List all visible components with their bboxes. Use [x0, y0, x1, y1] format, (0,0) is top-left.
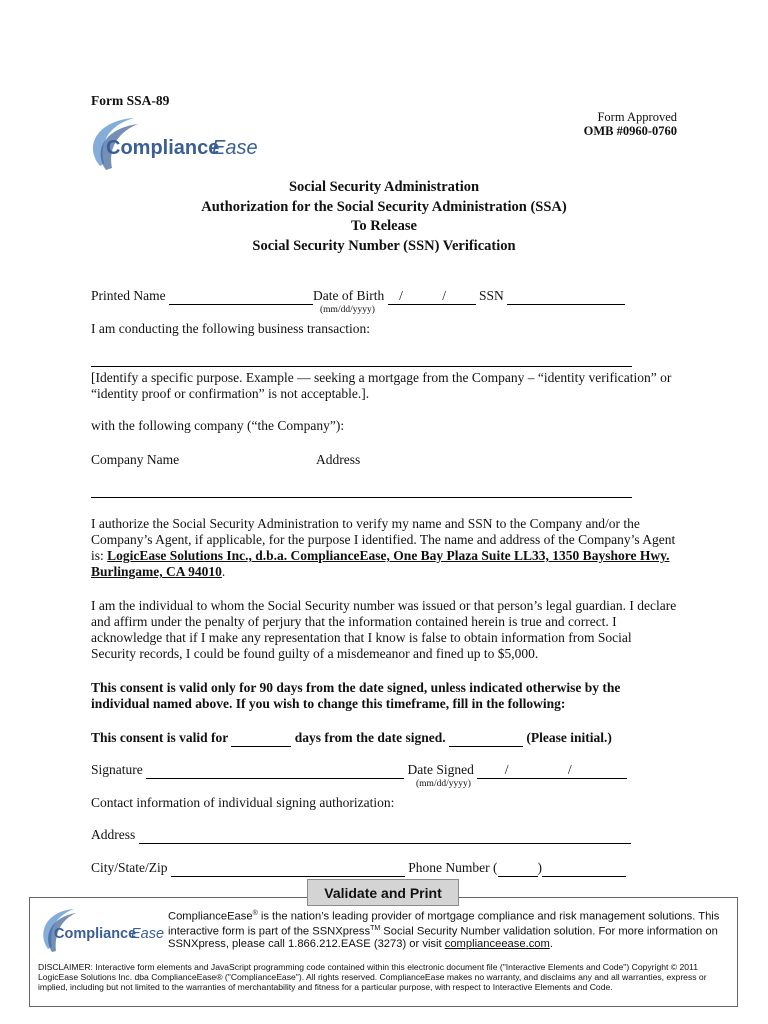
city-state-zip-field[interactable] — [171, 860, 405, 877]
signer-address-field[interactable] — [139, 827, 631, 844]
address-row — [91, 827, 681, 844]
footer-link-period: . — [549, 938, 553, 951]
consent-days-from-label: days from the date signed. — [294, 730, 446, 745]
phone-number-label: Phone Number — [408, 860, 490, 875]
signature-row — [91, 762, 681, 779]
dob-format-hint: (mm/dd/yyyy) — [320, 305, 375, 315]
validate-and-print-button[interactable]: Validate and Print — [307, 879, 459, 906]
ssn-label: SSN — [478, 288, 504, 303]
footer-logo-text-italic: Ease — [131, 926, 165, 942]
form-approved-label: Form Approved — [597, 110, 677, 124]
phone-field[interactable]: ( ) — [493, 860, 626, 875]
title-line-1: Social Security Administration — [288, 179, 480, 195]
purpose-hint: [Identify a specific purpose. Example — seeking a mortgage from the Company – “identity verification” or “identity proof or confirmation” is not acceptable.]. — [91, 370, 672, 401]
transaction-field[interactable] — [91, 366, 632, 367]
date-signed-field[interactable]: / / — [477, 762, 627, 779]
footer-about-post: Social Security Number validation solution. For more information on SSNXpress, please call 1.866.212.EASE (3273) or visit — [168, 925, 718, 951]
title-line-4: Social Security Number (SSN) Verification — [252, 237, 516, 254]
form-approval-block — [584, 110, 677, 138]
complianceease-logo — [86, 114, 256, 178]
footer-disclaimer: DISCLAIMER: Interactive form elements and JavaScript programming code contained within this electronic document file ("Interactive Elements and Code") Copyright © 2011 LogicEase Solutions Inc. dba ComplianceEase® ("ComplianceEase"). All rights reserved. ComplianceEase makes no warranty, and disclaims any and all warranties, express or implied, including but not limited to the warranties of merchantability and fitness for a particular purpose, with respect to Interactive Elements and Code. — [38, 962, 707, 992]
footer-logo-swoosh-icon — [40, 907, 165, 955]
consent-duration-row — [91, 730, 681, 747]
ssn-field[interactable] — [507, 288, 625, 305]
trademark-mark: TM — [370, 925, 381, 933]
signature-label: Signature — [91, 762, 143, 777]
city-phone-row — [91, 860, 681, 877]
identity-row — [91, 288, 681, 305]
authorization-text: I authorize the Social Security Administration to verify my name and SSN to the Company and/or the Company’s Agent, if applicable, for the purpose I identified. The name and address of the Company’s Agent is: — [91, 516, 676, 563]
footer-logo — [40, 907, 165, 955]
company-name-label: Company Name — [91, 452, 180, 467]
date-signed-label: Date Signed — [407, 762, 474, 777]
logo-text-main: Compliance — [106, 137, 220, 159]
agent-period: . — [221, 564, 226, 579]
declaration-paragraph: I am the individual to whom the Social Security number was issued or that person’s legal guardian. I declare and affirm under the penalty of perjury that the information contained herein is true and correct. I acknowledge that if I make any representation that I know is false to obtain information from Social Security records, I could be found guilty of a misdemeanor and fined up to $5,000. — [91, 598, 677, 661]
registered-mark: ® — [252, 910, 258, 917]
date-signed-format-hint: (mm/dd/yyyy) — [416, 779, 471, 789]
logo-swoosh-icon — [86, 114, 256, 178]
footer-brand: ComplianceEase — [168, 910, 253, 923]
footer-logo-text-main: Compliance — [54, 926, 137, 942]
transaction-label: I am conducting the following business transaction: — [91, 321, 370, 336]
authorization-paragraph — [91, 516, 677, 580]
company-address-label: Address — [316, 452, 361, 467]
dob-label: Date of Birth — [312, 288, 385, 303]
omb-number: OMB #0960-0760 — [583, 124, 677, 138]
agent-name-address: LogicEase Solutions Inc., d.b.a. ComplianceEase, One Bay Plaza Suite LL33, 1350 Bayshore Hwy. Burlingame, CA 94010 — [91, 548, 670, 579]
signature-field[interactable] — [146, 762, 404, 779]
signer-address-label: Address — [91, 827, 136, 842]
printed-name-field[interactable] — [169, 288, 313, 305]
contact-info-label: Contact information of individual signing authorization: — [91, 795, 395, 810]
title-line-2: Authorization for the Social Security Administration (SSA) — [201, 198, 567, 215]
complianceease-link[interactable]: complianceease.com — [444, 938, 550, 951]
footer-about-text — [168, 908, 728, 951]
title-line-3: To Release — [351, 218, 417, 234]
form-id: Form SSA-89 — [91, 93, 170, 108]
footer-about-mid: is the nation’s leading provider of mortgage compliance and risk management solutions. This interactive form is part of the SSNXpress — [168, 910, 720, 938]
please-initial-label: (Please initial.) — [526, 730, 612, 745]
city-state-zip-label: City/State/Zip — [91, 860, 168, 875]
logo-text-italic: Ease — [212, 137, 258, 159]
consent-valid-for-label: This consent is valid for — [91, 730, 229, 745]
consent-days-field[interactable] — [231, 730, 291, 747]
company-intro: with the following company (“the Company”): — [91, 418, 345, 433]
consent-initial-field[interactable] — [449, 730, 523, 747]
printed-name-label: Printed Name — [91, 288, 166, 303]
dob-field[interactable]: / / — [388, 288, 476, 305]
form-title — [0, 178, 768, 256]
consent-notice: This consent is valid only for 90 days from the date signed, unless indicated otherwise by the individual named above. If you wish to change this timeframe, fill in the following: — [91, 680, 621, 711]
company-field[interactable] — [91, 497, 632, 498]
